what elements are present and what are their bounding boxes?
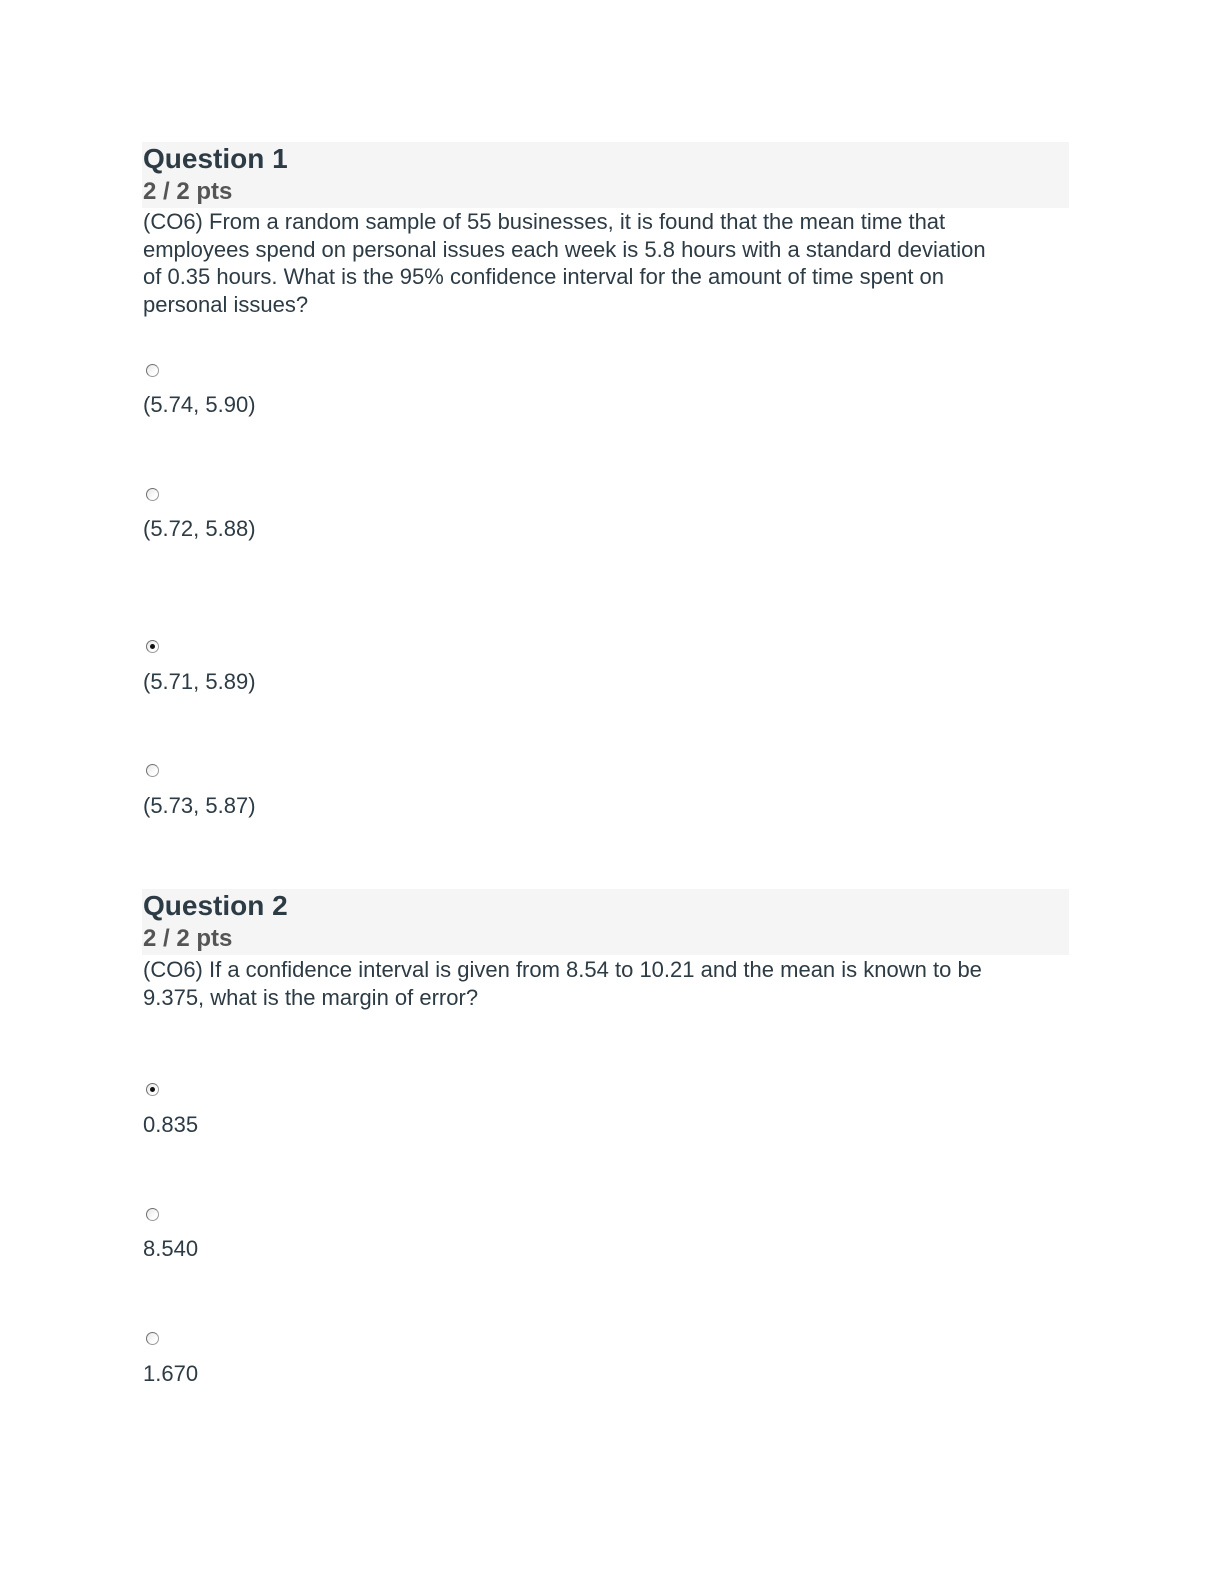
question-2-text-line: 9.375, what is the margin of error? <box>143 984 479 1010</box>
question-1-text-line: of 0.35 hours. What is the 95% confidence interval for the amount of time spent on <box>143 264 945 289</box>
question-1-option-1-radio[interactable] <box>146 364 159 377</box>
question-2-option-2-radio[interactable] <box>146 1208 159 1221</box>
question-1-option-2-label: (5.72, 5.88) <box>143 516 256 541</box>
question-2-option-1-radio[interactable] <box>146 1083 159 1096</box>
question-1-option-3-radio[interactable] <box>146 640 159 653</box>
question-1-option-4-label: (5.73, 5.87) <box>143 793 256 818</box>
question-1-text-line: personal issues? <box>143 291 309 317</box>
question-2-option-3-label: 1.670 <box>143 1361 199 1386</box>
question-1-text <box>143 208 1058 318</box>
question-2-title: Question 2 <box>143 890 288 921</box>
question-1-points: 2 / 2 pts <box>143 178 233 205</box>
question-1-option-3-label: (5.71, 5.89) <box>143 669 256 694</box>
question-1-title: Question 1 <box>143 143 288 174</box>
question-2-option-3-radio[interactable] <box>146 1332 159 1345</box>
question-2-points: 2 / 2 pts <box>143 925 233 952</box>
question-1-header <box>142 142 1069 208</box>
question-1-option-1-label: (5.74, 5.90) <box>143 392 256 417</box>
question-1-option-2-radio[interactable] <box>146 488 159 501</box>
question-1-option-4-radio[interactable] <box>146 764 159 777</box>
question-1-text-line: employees spend on personal issues each week is 5.8 hours with a standard deviation <box>143 236 986 262</box>
question-2-option-1-label: 0.835 <box>143 1112 199 1137</box>
question-2-option-2-label: 8.540 <box>143 1236 199 1261</box>
question-1-text-line: (CO6) From a random sample of 55 businesses, it is found that the mean time that <box>143 209 946 234</box>
question-2-text <box>143 956 1058 1011</box>
question-2-text-line: (CO6) If a confidence interval is given from 8.54 to 10.21 and the mean is known to be <box>143 957 982 982</box>
question-2-header <box>142 889 1069 955</box>
